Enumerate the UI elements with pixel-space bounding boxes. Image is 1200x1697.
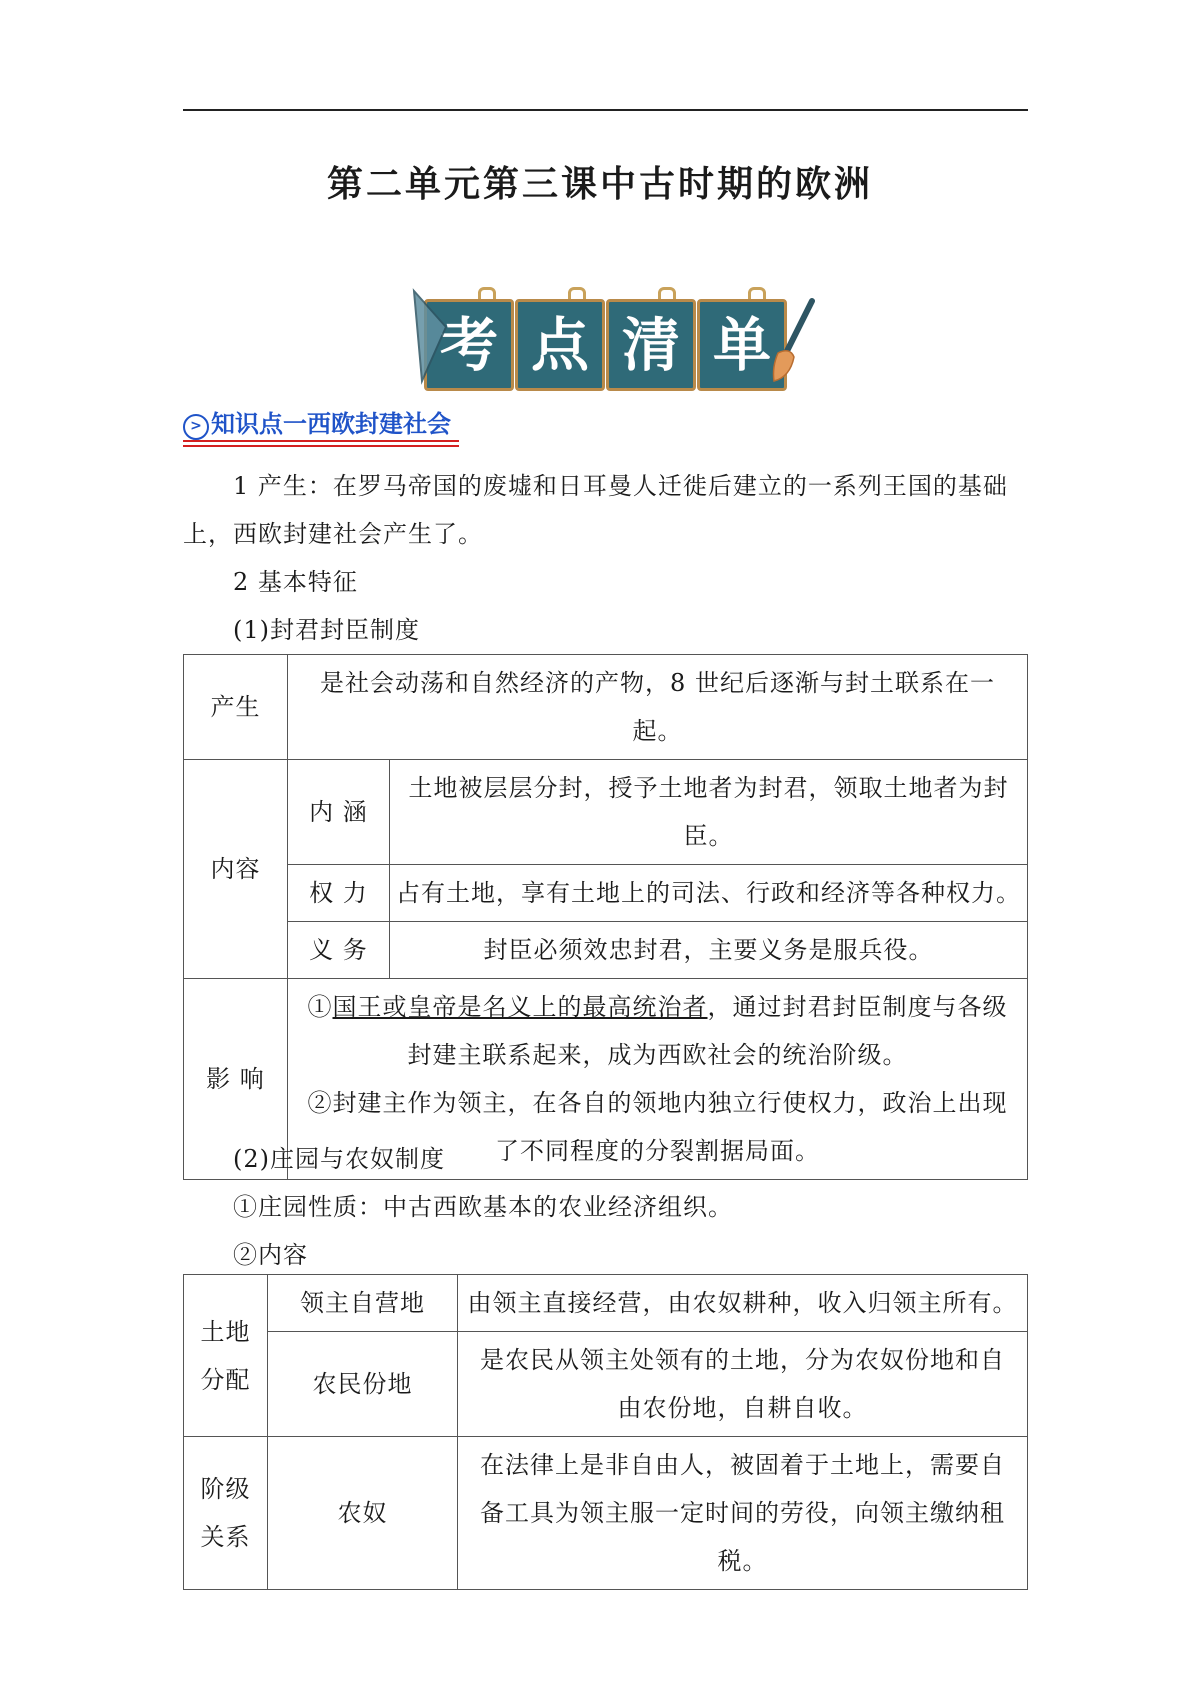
row-text: 土地被层层分封，授予土地者为封君，领取土地者为封臣。 — [390, 760, 1028, 865]
row-text: 在法律上是非自由人，被固着于土地上，需要自备工具为领主服一定时间的劳役，向领主缴纳租税。 — [458, 1437, 1028, 1590]
banner-tile: 单 — [697, 299, 787, 391]
row-label: 阶级关系 — [184, 1437, 268, 1590]
row-text: 占有土地，享有土地上的司法、行政和经济等各种权力。 — [390, 865, 1028, 922]
section-heading-text: 知识点一西欧封建社会 — [211, 410, 451, 438]
table-row — [184, 655, 1028, 760]
page-title: 第二单元第三课中古时期的欧洲 — [326, 163, 873, 205]
underlined-text: 国王或皇帝是名义上的最高统治者 — [332, 993, 708, 1021]
paragraph-feudal-system: (1)封君封臣制度 — [233, 616, 420, 644]
sub-label: 内 涵 — [288, 760, 390, 865]
impact-item: ①国王或皇帝是名义上的最高统治者，通过封君封臣制度与各级封建主联系起来，成为西欧社会的统治阶级。 — [307, 993, 1008, 1069]
table-row — [184, 1275, 1028, 1332]
table-row — [184, 922, 1028, 979]
table-row — [184, 1437, 1028, 1590]
row-text: 是社会动荡和自然经济的产物，8 世纪后逐渐与封土联系在一起。 — [288, 655, 1028, 760]
banner-tile: 清 — [606, 299, 696, 391]
table-row — [184, 1332, 1028, 1437]
row-text: 封臣必须效忠封君，主要义务是服兵役。 — [390, 922, 1028, 979]
table-row — [184, 760, 1028, 865]
row-label: 产生 — [184, 655, 288, 760]
paragraph-manor-system: (2)庄园与农奴制度 — [233, 1145, 445, 1173]
row-label: 影 响 — [184, 979, 288, 1180]
impact-item: ②封建主作为领主，在各自的领地内独立行使权力，政治上出现了不同程度的分裂割据局面。 — [307, 1089, 1008, 1165]
manor-table — [183, 1274, 1028, 1590]
banner-tile: 考 — [424, 299, 514, 391]
banner-tile: 点 — [515, 299, 605, 391]
paragraph-content: ②内容 — [233, 1241, 308, 1269]
section-heading — [183, 404, 451, 440]
table-row — [184, 865, 1028, 922]
feudal-system-table — [183, 654, 1028, 1180]
row-label: 内容 — [184, 760, 288, 979]
sub-label: 农奴 — [268, 1437, 458, 1590]
heading-underline — [183, 445, 459, 447]
kaodian-qingdan-banner — [418, 287, 808, 387]
arrow-circle-icon: > — [183, 414, 209, 440]
header-rule — [183, 109, 1028, 111]
row-text: 是农民从领主处领有的土地，分为农奴份地和自由农份地，自耕自收。 — [458, 1332, 1028, 1437]
paragraph-features: 2 基本特征 — [233, 568, 358, 596]
heading-underline — [183, 440, 459, 442]
row-text: 由领主直接经营，由农奴耕种，收入归领主所有。 — [458, 1275, 1028, 1332]
sub-label: 义 务 — [288, 922, 390, 979]
paintbrush-icon — [768, 297, 818, 387]
paragraph-manor-nature: ①庄园性质：中古西欧基本的农业经济组织。 — [233, 1193, 733, 1221]
sub-label: 领主自营地 — [268, 1275, 458, 1332]
sub-label: 农民份地 — [268, 1332, 458, 1437]
triangle-ruler-icon — [410, 287, 450, 387]
row-label: 土地分配 — [184, 1275, 268, 1437]
paragraph-origin: 1 产生：在罗马帝国的废墟和日耳曼人迁徙后建立的一系列王国的基础上，西欧封建社会产生了。 — [183, 472, 1008, 548]
sub-label: 权 力 — [288, 865, 390, 922]
